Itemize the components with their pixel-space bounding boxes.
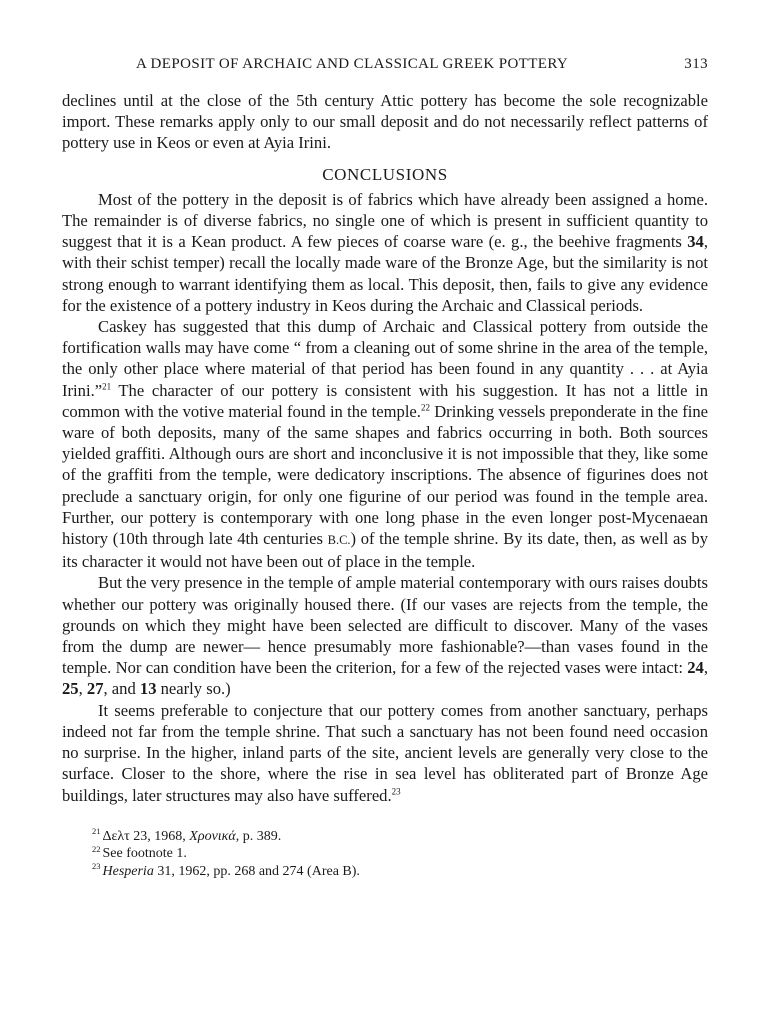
body-text — [62, 90, 708, 806]
footnote-21 — [92, 828, 708, 846]
p3-sep-1: , — [703, 658, 708, 678]
p3-text-b: nearly so.) — [156, 679, 231, 699]
paragraph-3 — [62, 572, 708, 699]
footnote-number: 21 — [92, 826, 101, 837]
p3-number-3: 27 — [86, 679, 104, 699]
p1-text-a: Most of the pottery in the deposit is of fabrics which have already been assigned a home. The remainder is of diverse fabrics, no single one of which is present in sufficient quantity to suggest that it is a Kean product. A few pieces of coarse ware (e. g., the beehive fragments — [62, 189, 708, 252]
footnote-number: 22 — [92, 843, 101, 854]
p4-text-a: It seems preferable to conjecture that our pottery comes from another sanctuary, perhaps indeed not far from the temple shrine. That such a sanctuary has not been found need occasion no surprise. In the higher, inland parts of the site, ancient levels are generally very close to the surface. Closer to the shore, where the rise in sea level has obliterated part of Bronze Age buildings, later structures may also have suffered. — [62, 700, 708, 805]
footnote-ref-23[interactable]: 23 — [391, 785, 401, 796]
p2-bc: B.C. — [327, 533, 351, 548]
p2-text-c: Drinking vessels preponderate in the fine ware of both deposits, many of the same shapes and fabrics occurring in both. Both sources yielded graffiti. Although ours are short and inconclusive it is not impossible that they, like some of the graffiti from the temple, were dedicatory inscriptions. The absence of figurines does not preclude a sanctuary origin, for only one figurine of our period was found in the temple area. Further, our pottery is contemporary with one long phase in the even longer post-Mycenaean history (10th through late 4th centuries — [62, 401, 708, 549]
footnote-text: 31, 1962, pp. 268 and 274 (Area B). — [153, 863, 360, 879]
paragraph-1 — [62, 189, 708, 316]
running-title: A DEPOSIT OF ARCHAIC AND CLASSICAL GREEK POTTERY — [136, 56, 569, 72]
p2-text-d: ) of the temple shrine. By its date, then, as well as by its character it would not have been out of place in the temple. — [62, 529, 708, 572]
p1-text-c: , with their schist temper) recall the locally made ware of the Bronze Age, but the similarity is not strong enough to warrant identifying them as local. This deposit, then, fails to give any evidence for the existence of a pottery industry in Keos during the Archaic and Classical periods. — [62, 232, 708, 315]
p3-number-2: 25 — [62, 679, 79, 699]
p2-text-b: The character of our pottery is consistent with his suggestion. It has not a little in common with the votive material found in the temple. — [62, 380, 708, 421]
intro-paragraph — [62, 90, 708, 154]
section-heading: CONCLUSIONS — [322, 164, 448, 184]
running-head — [62, 56, 708, 78]
footnote-text: See footnote 1. — [102, 846, 187, 862]
footnote-number: 23 — [92, 861, 101, 872]
p3-sep-3: , and — [103, 679, 140, 699]
p3-number-1: 24 — [687, 658, 704, 678]
footnote-text: , p. 389. — [235, 828, 282, 844]
paragraph-4 — [62, 700, 708, 806]
footnote-text-italic: Hesperia — [102, 863, 154, 879]
footnote-23 — [92, 863, 708, 881]
footnotes — [92, 828, 708, 881]
page-number: 313 — [684, 56, 708, 72]
p3-text-a: But the very presence in the temple of ample material contemporary with ours raises doubts whether our pottery was originally housed there. (If our vases are rejects from the temple, the grounds on which they might have been selected are difficult to discover. Many of the vases from the dump are newer— hence presumably more fashionable?—than vases found in the temple. Nor can condition have been the criterion, for a few of the rejected vases were intact: — [62, 573, 708, 678]
p1-catalog-number: 34 — [687, 232, 704, 252]
paragraph-2 — [62, 316, 708, 572]
footnote-22 — [92, 845, 708, 863]
footnote-ref-22[interactable]: 22 — [420, 402, 430, 413]
footnote-text: Δελτ 23, 1968, — [102, 828, 190, 844]
intro-text: declines until at the close of the 5th century Attic pottery has become the sole recognizable import. These remarks apply only to our small deposit and do not necessarily reflect patterns of pottery use in Keos or even at Ayia Irini. — [62, 91, 708, 153]
footnote-ref-21[interactable]: 21 — [102, 381, 112, 392]
p3-number-4: 13 — [139, 679, 157, 699]
page — [62, 56, 708, 880]
p2-text-a: Caskey has suggested that this dump of Archaic and Classical pottery from outside the fortification walls may have come “ from a cleaning out of some shrine in the area of the temple, the only other place where material of that period has been found in any quantity . . . at Ayia Irini.” — [62, 317, 708, 400]
footnote-text-italic: Χρονικά — [189, 828, 236, 844]
p3-sep-2: , — [78, 679, 87, 699]
